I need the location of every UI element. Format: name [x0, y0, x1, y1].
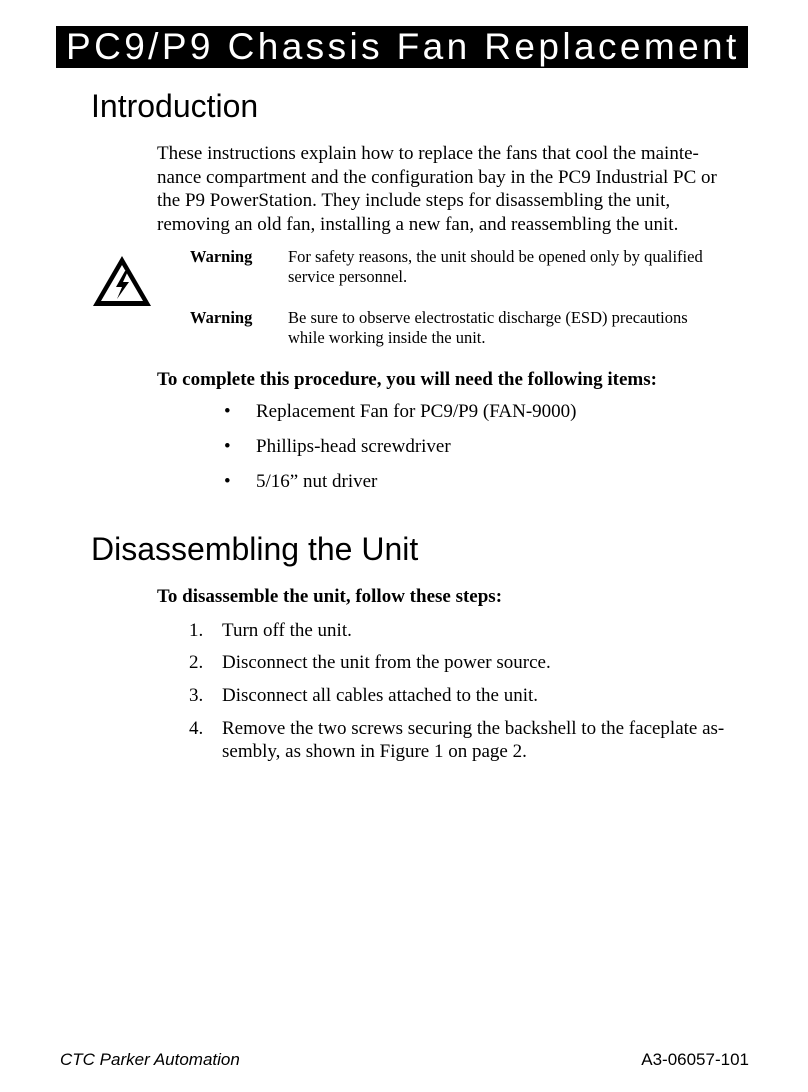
- bullet: •: [224, 401, 231, 422]
- warning-line: while working inside the unit.: [288, 328, 486, 347]
- step-number: 4.: [189, 718, 204, 739]
- bullet: •: [224, 471, 231, 492]
- page-title: PC9/P9 Chassis Fan Replacement: [56, 26, 748, 68]
- step-text: [222, 619, 762, 642]
- items-lead: To complete this procedure, you will need the following items:: [157, 369, 657, 390]
- paragraph-line: removing an old fan, installing a new fan, and reassembling the unit.: [157, 213, 679, 235]
- warning-label: Warning: [190, 247, 253, 266]
- step-text: [222, 717, 762, 763]
- warning-line: Be sure to observe electrostatic discharge (ESD) precautions: [288, 308, 688, 327]
- list-item-text: Phillips-head screwdriver: [256, 436, 451, 457]
- step-number: 1.: [189, 620, 204, 641]
- list-item-text: Replacement Fan for PC9/P9 (FAN-9000): [256, 401, 577, 422]
- steps-lead: To disassemble the unit, follow these steps:: [157, 586, 503, 607]
- paragraph-line: the P9 PowerStation. They include steps for disassembling the unit,: [157, 190, 671, 211]
- footer-doc-number: A3-06057-101: [641, 1050, 749, 1069]
- introduction-paragraph: [157, 142, 757, 236]
- paragraph-line: nance compartment and the configuration bay in the PC9 Industrial PC or: [157, 166, 717, 188]
- step-line: Turn off the unit.: [222, 620, 352, 641]
- warning-label: Warning: [190, 308, 253, 327]
- step-text: [222, 651, 762, 674]
- bullet: •: [224, 436, 231, 457]
- paragraph-line: These instructions explain how to replace the fans that cool the mainte-: [157, 143, 699, 164]
- step-text: [222, 684, 762, 707]
- high-voltage-warning-icon: [90, 253, 154, 309]
- warning-text: [288, 308, 758, 348]
- warning-line: For safety reasons, the unit should be opened only by qualified: [288, 247, 703, 266]
- step-line: Remove the two screws securing the backshell to the faceplate as-: [222, 718, 725, 739]
- warning-line: service personnel.: [288, 267, 408, 286]
- disassembling-heading: Disassembling the Unit: [91, 531, 419, 567]
- step-line: Disconnect the unit from the power source.: [222, 652, 551, 673]
- warning-text: [288, 247, 758, 287]
- list-item-text: 5/16” nut driver: [256, 471, 378, 492]
- step-number: 2.: [189, 652, 204, 673]
- footer-company: CTC Parker Automation: [60, 1050, 240, 1069]
- step-line: Disconnect all cables attached to the unit.: [222, 685, 539, 706]
- introduction-heading: Introduction: [91, 88, 259, 124]
- step-number: 3.: [189, 685, 204, 706]
- step-line: sembly, as shown in Figure 1 on page 2.: [222, 741, 527, 762]
